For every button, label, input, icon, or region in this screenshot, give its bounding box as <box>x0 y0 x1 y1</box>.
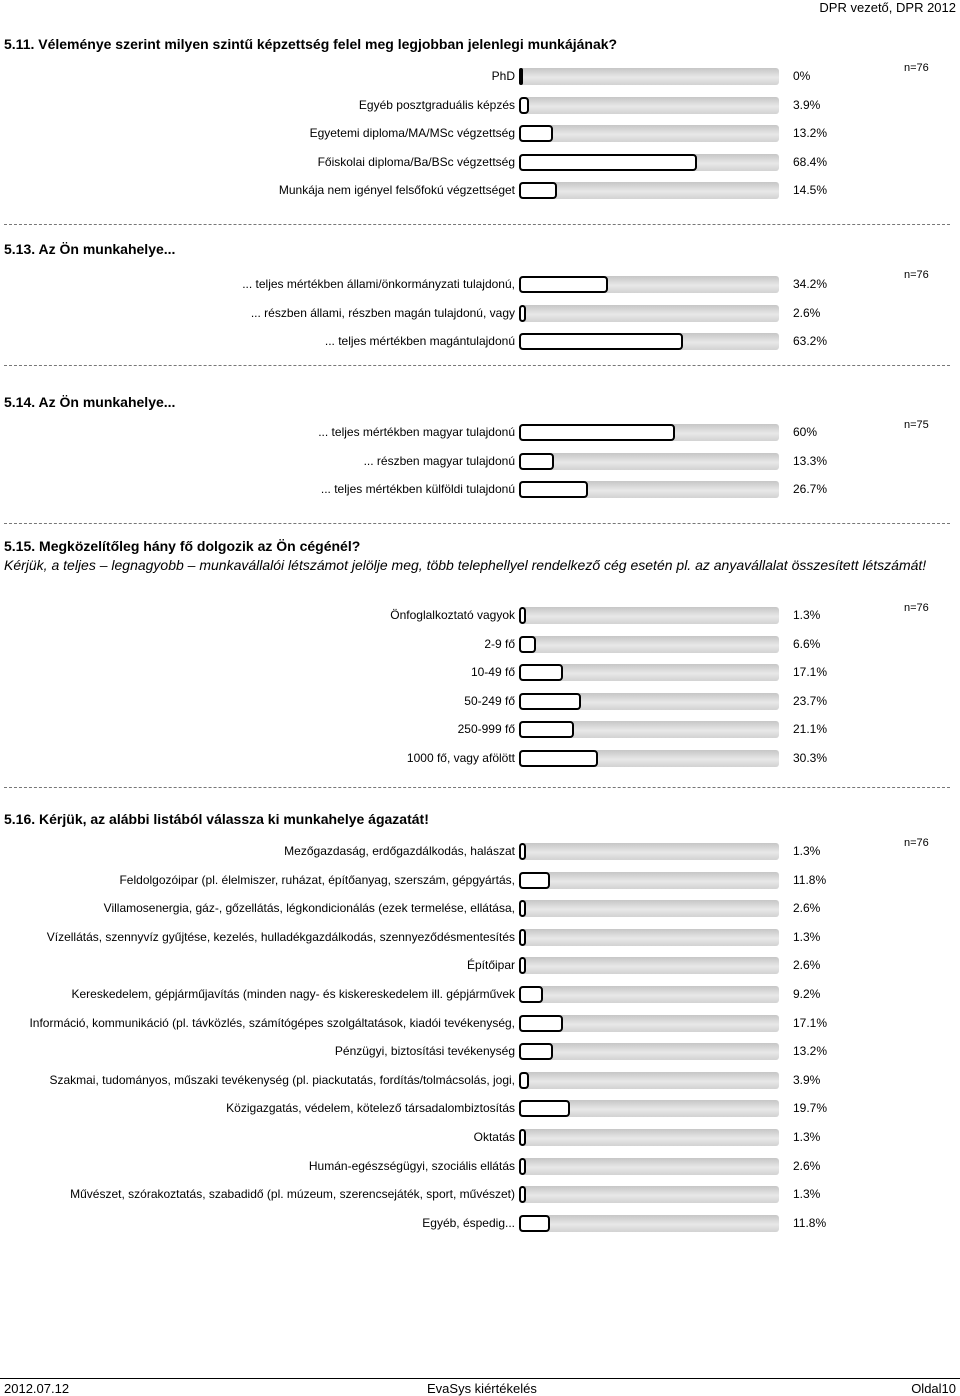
bar-row <box>0 870 960 890</box>
bar <box>519 125 553 142</box>
bar-row <box>0 841 960 861</box>
page-footer <box>0 1378 960 1396</box>
bar-row <box>0 691 960 711</box>
bar-track <box>519 1158 779 1175</box>
value-label: 11.8% <box>793 1215 827 1230</box>
bar-track <box>519 1129 779 1146</box>
bar-row <box>0 1070 960 1090</box>
bar-row <box>0 634 960 654</box>
bar-track <box>519 636 779 653</box>
bar <box>519 154 697 171</box>
value-label: 30.3% <box>793 751 828 765</box>
bar-track <box>519 693 779 710</box>
bar-track <box>519 1043 779 1060</box>
bar <box>519 957 526 974</box>
bar-row <box>0 479 960 499</box>
bar <box>519 929 526 946</box>
bar <box>519 607 526 624</box>
bar-track <box>519 721 779 738</box>
bar <box>519 1129 526 1146</box>
value-label: 63.2% <box>793 334 828 349</box>
bar <box>519 481 588 498</box>
value-label: 13.2% <box>793 1044 828 1059</box>
bar-track <box>519 481 779 498</box>
bar-track <box>519 1072 779 1089</box>
bar-row <box>0 123 960 143</box>
bar-track <box>519 125 779 142</box>
category-label: Munkája nem igényel felsőfokú végzettséget <box>278 183 515 198</box>
bar <box>519 1215 550 1232</box>
value-label: 2.6% <box>793 305 821 320</box>
bar <box>519 721 574 738</box>
section-divider <box>4 523 950 524</box>
bar <box>519 68 523 85</box>
bar-row <box>0 95 960 115</box>
value-label: 9.2% <box>793 987 821 1001</box>
bar <box>519 276 608 293</box>
bar-track <box>519 607 779 624</box>
value-label: 17.1% <box>793 1015 828 1030</box>
value-label: 23.7% <box>793 693 828 708</box>
value-label: 21.1% <box>793 722 828 737</box>
value-label: 2.6% <box>793 1158 821 1173</box>
value-label: 1.3% <box>793 929 821 944</box>
bar-track <box>519 750 779 767</box>
category-label: Főiskolai diploma/Ba/BSc végzettség <box>317 154 515 169</box>
value-label: 19.7% <box>793 1101 828 1116</box>
bar-track <box>519 68 779 85</box>
bar-track <box>519 305 779 322</box>
value-label: 13.2% <box>793 126 828 141</box>
category-label: Villamosenergia, gáz-, gőzellátás, légkondicionálás (ezek termelése, ellátása, <box>103 901 515 916</box>
bar-track <box>519 276 779 293</box>
bar <box>519 1072 529 1089</box>
bar-row <box>0 1098 960 1118</box>
value-label: 2.6% <box>793 901 821 916</box>
sample-size: n=75 <box>904 419 929 431</box>
bar-row <box>0 719 960 739</box>
category-label: Feldolgozóipar (pl. élelmiszer, ruházat, építőanyag, szerszám, gépgyártás, <box>119 872 515 887</box>
bar <box>519 1015 563 1032</box>
bar-track <box>519 986 779 1003</box>
value-label: 0% <box>793 69 811 83</box>
category-label: Egyetemi diploma/MA/MSc végzettség <box>309 126 515 141</box>
bar-track <box>519 872 779 889</box>
chart-title: 5.16. Kérjük, az alábbi listából válassza ki munkahelye ágazatát! <box>4 811 429 827</box>
sample-size: n=76 <box>904 602 929 614</box>
value-label: 14.5% <box>793 183 828 198</box>
bar-row <box>0 1013 960 1033</box>
category-label: Információ, kommunikáció (pl. távközlés, számítógépes szolgáltatások, kiadói tevékenység, <box>29 1015 515 1030</box>
section-divider <box>4 224 950 225</box>
bar <box>519 1043 553 1060</box>
bar <box>519 636 536 653</box>
bar-row <box>0 303 960 323</box>
value-label: 68.4% <box>793 154 828 169</box>
category-label: 250-999 fő <box>457 722 515 737</box>
bar <box>519 1186 526 1203</box>
bar-row <box>0 605 960 625</box>
category-label: Pénzügyi, biztosítási tevékenység <box>334 1044 515 1059</box>
value-label: 17.1% <box>793 665 828 680</box>
bar-row <box>0 1041 960 1061</box>
category-label: Szakmai, tudományos, műszaki tevékenység (pl. piackutatás, fordítás/tolmácsolás, jogi, <box>49 1072 515 1087</box>
bar-row <box>0 955 960 975</box>
category-label: Mezőgazdaság, erdőgazdálkodás, halászat <box>284 844 515 858</box>
chart-title: 5.11. Véleménye szerint milyen szintű képzettség felel meg legjobban jelenlegi munkájának? <box>4 36 618 52</box>
value-label: 60% <box>793 425 818 439</box>
bar-track <box>519 929 779 946</box>
category-label: ... részben magyar tulajdonú <box>363 453 515 468</box>
chart-title: 5.15. Megközelítőleg hány fő dolgozik az Ön cégénél? <box>4 538 361 554</box>
category-label: ... teljes mértékben magántulajdonú <box>324 334 515 349</box>
bar-row <box>0 898 960 918</box>
bar <box>519 750 598 767</box>
value-label: 34.2% <box>793 277 828 291</box>
bar-row <box>0 927 960 947</box>
category-label: 10-49 fő <box>470 665 515 680</box>
bar-track <box>519 453 779 470</box>
value-label: 3.9% <box>793 1072 821 1087</box>
bar-track <box>519 1186 779 1203</box>
bar-track <box>519 333 779 350</box>
category-label: Kereskedelem, gépjárműjavítás (minden nagy- és kiskereskedelem ill. gépjárművek <box>71 987 515 1001</box>
bar-track <box>519 900 779 917</box>
bar-track <box>519 154 779 171</box>
bar <box>519 1100 570 1117</box>
chart-note: Kérjük, a teljes – legnagyobb – munkavállalói létszámot jelölje meg, több telephellyel rendelkező cég esetén pl. az anyavállalat összesített létszámát! <box>4 557 927 573</box>
bar-row <box>0 984 960 1004</box>
bar-track <box>519 843 779 860</box>
bar-track <box>519 1215 779 1232</box>
bar <box>519 693 581 710</box>
bar <box>519 305 526 322</box>
bar <box>519 453 554 470</box>
bar <box>519 182 557 199</box>
bar <box>519 97 529 114</box>
category-label: PhD <box>491 69 515 83</box>
bar-row <box>0 152 960 172</box>
value-label: 1.3% <box>793 1187 821 1202</box>
category-label: 1000 fő, vagy afölött <box>406 751 515 765</box>
chart-title: 5.14. Az Ön munkahelye... <box>4 394 176 410</box>
value-label: 1.3% <box>793 608 821 622</box>
bar <box>519 986 543 1003</box>
bar <box>519 872 550 889</box>
category-label: ... teljes mértékben magyar tulajdonú <box>318 425 515 439</box>
bar-row <box>0 662 960 682</box>
category-label: Egyéb posztgraduális képzés <box>358 97 515 112</box>
value-label: 26.7% <box>793 482 828 497</box>
footer-date: 2012.07.12 <box>4 1381 70 1396</box>
category-label: Önfoglalkoztató vagyok <box>390 608 515 622</box>
bar <box>519 664 563 681</box>
bar <box>519 333 683 350</box>
footer-center: EvaSys kiértékelés <box>427 1381 537 1396</box>
category-label: Építőipar <box>466 958 515 973</box>
bar-track <box>519 424 779 441</box>
bar-row <box>0 331 960 351</box>
sample-size: n=76 <box>904 62 929 74</box>
category-label: Vízellátás, szennyvíz gyűjtése, kezelés, hulladékgazdálkodás, szennyeződésmentesítés <box>46 929 515 944</box>
bar-row <box>0 451 960 471</box>
category-label: 2-9 fő <box>484 636 515 651</box>
footer-page: Oldal10 <box>911 1381 956 1396</box>
category-label: ... teljes mértékben állami/önkormányzati tulajdonú, <box>242 277 515 291</box>
bar-row <box>0 422 960 442</box>
page-header: DPR vezető, DPR 2012 <box>819 0 956 15</box>
category-label: Oktatás <box>473 1130 515 1144</box>
bar-row <box>0 1156 960 1176</box>
value-label: 1.3% <box>793 844 821 858</box>
value-label: 1.3% <box>793 1130 821 1144</box>
bar <box>519 843 526 860</box>
bar-track <box>519 957 779 974</box>
sample-size: n=76 <box>904 837 929 849</box>
sample-size: n=76 <box>904 269 929 281</box>
bar <box>519 1158 526 1175</box>
category-label: ... részben állami, részben magán tulajdonú, vagy <box>250 305 515 320</box>
bar-row <box>0 1127 960 1147</box>
category-label: Egyéb, éspedig... <box>422 1215 515 1230</box>
bar <box>519 900 526 917</box>
category-label: Humán-egészségügyi, szociális ellátás <box>308 1158 515 1173</box>
bar <box>519 424 675 441</box>
bar-row <box>0 274 960 294</box>
bar-track <box>519 1015 779 1032</box>
category-label: ... teljes mértékben külföldi tulajdonú <box>320 482 515 497</box>
bar-track <box>519 97 779 114</box>
bar-track <box>519 1100 779 1117</box>
bar-row <box>0 1184 960 1204</box>
value-label: 11.8% <box>793 872 827 887</box>
bar-row <box>0 748 960 768</box>
category-label: Közigazgatás, védelem, kötelező társadalombiztosítás <box>226 1101 515 1116</box>
bar-row <box>0 1213 960 1233</box>
section-divider <box>4 365 950 366</box>
category-label: 50-249 fő <box>464 693 515 708</box>
value-label: 2.6% <box>793 958 821 973</box>
section-divider <box>4 787 950 788</box>
category-label: Művészet, szórakoztatás, szabadidő (pl. múzeum, szerencsejáték, sport, művészet) <box>70 1187 515 1202</box>
value-label: 3.9% <box>793 97 821 112</box>
bar-track <box>519 182 779 199</box>
chart-title: 5.13. Az Ön munkahelye... <box>4 241 176 257</box>
value-label: 13.3% <box>793 453 828 468</box>
value-label: 6.6% <box>793 636 821 651</box>
bar-track <box>519 664 779 681</box>
bar-row <box>0 180 960 200</box>
bar-row <box>0 66 960 86</box>
